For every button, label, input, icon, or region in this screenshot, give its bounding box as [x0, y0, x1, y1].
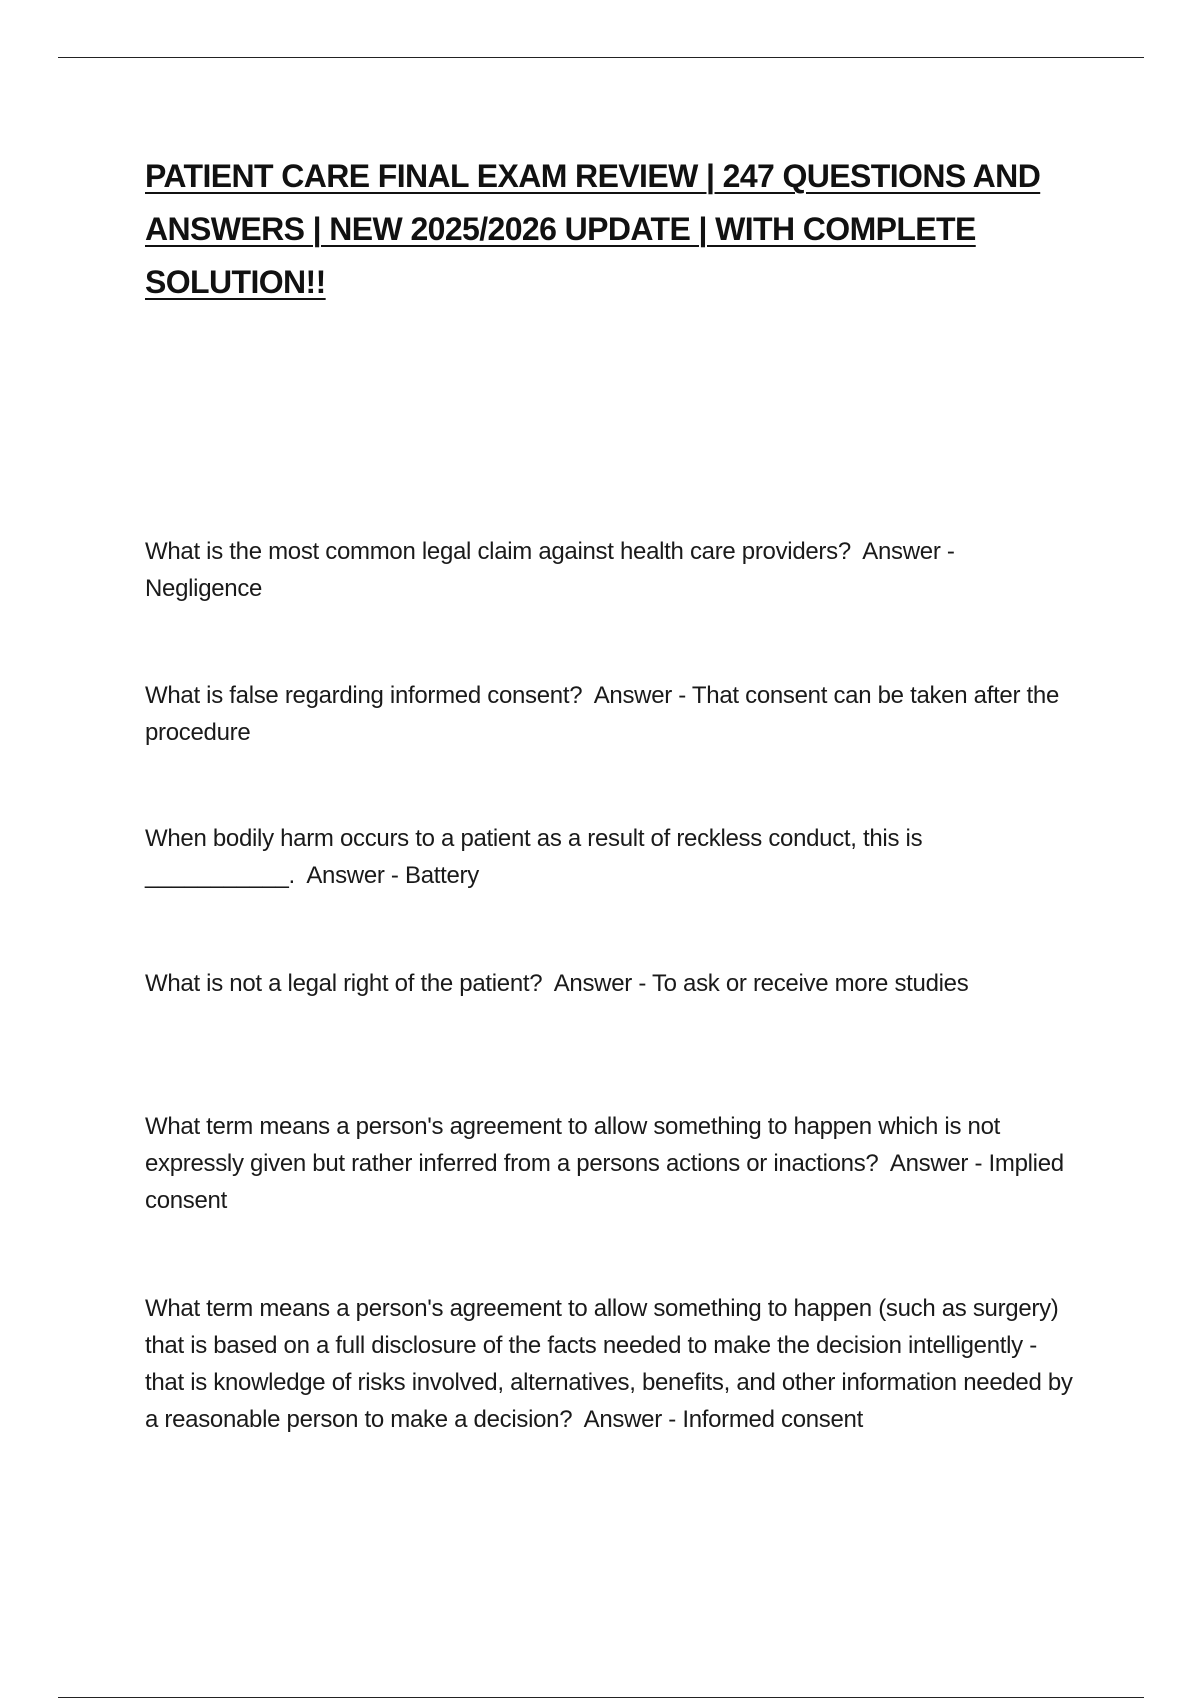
- footer-rule: [58, 1697, 1144, 1698]
- answer-text: Answer - Battery: [306, 862, 479, 889]
- question-text: What term means a person's agreement to allow something to happen (such as surgery) that is based on a full disclosure of the facts needed to make the decision intelligently - that is knowledge of risks involved, alternatives, benefits, and other information needed by a reasonable person to make a decision?: [145, 1295, 1073, 1433]
- qa-item: [145, 1108, 1075, 1219]
- answer-text: Answer - Informed consent: [583, 1406, 863, 1433]
- qa-item: [145, 820, 1075, 894]
- header-rule: [58, 57, 1144, 58]
- answer-text: Answer - To ask or receive more studies: [553, 970, 969, 997]
- answer-text: Answer - Negligence: [145, 538, 955, 602]
- answer-text: Answer - That consent can be taken after the procedure: [145, 682, 1060, 746]
- document-title: PATIENT CARE FINAL EXAM REVIEW | 247 QUESTIONS AND ANSWERS | NEW 2025/2026 UPDATE | WITH COMPLETE SOLUTION!!: [145, 158, 1041, 300]
- qa-item: [145, 533, 1075, 607]
- question-text: What is the most common legal claim against health care providers?: [145, 538, 851, 565]
- question-text: What term means a person's agreement to allow something to happen which is not expressly given but rather inferred from a persons actions or inactions?: [145, 1113, 1000, 1177]
- question-text: When bodily harm occurs to a patient as a result of reckless conduct, this is ___________.: [145, 825, 923, 889]
- question-text: What is not a legal right of the patient?: [145, 970, 543, 997]
- answer-text: Answer - Implied consent: [145, 1150, 1064, 1214]
- qa-item: [145, 1290, 1075, 1438]
- qa-item: [145, 965, 1075, 1002]
- question-text: What is false regarding informed consent?: [145, 682, 583, 709]
- qa-item: [145, 677, 1075, 751]
